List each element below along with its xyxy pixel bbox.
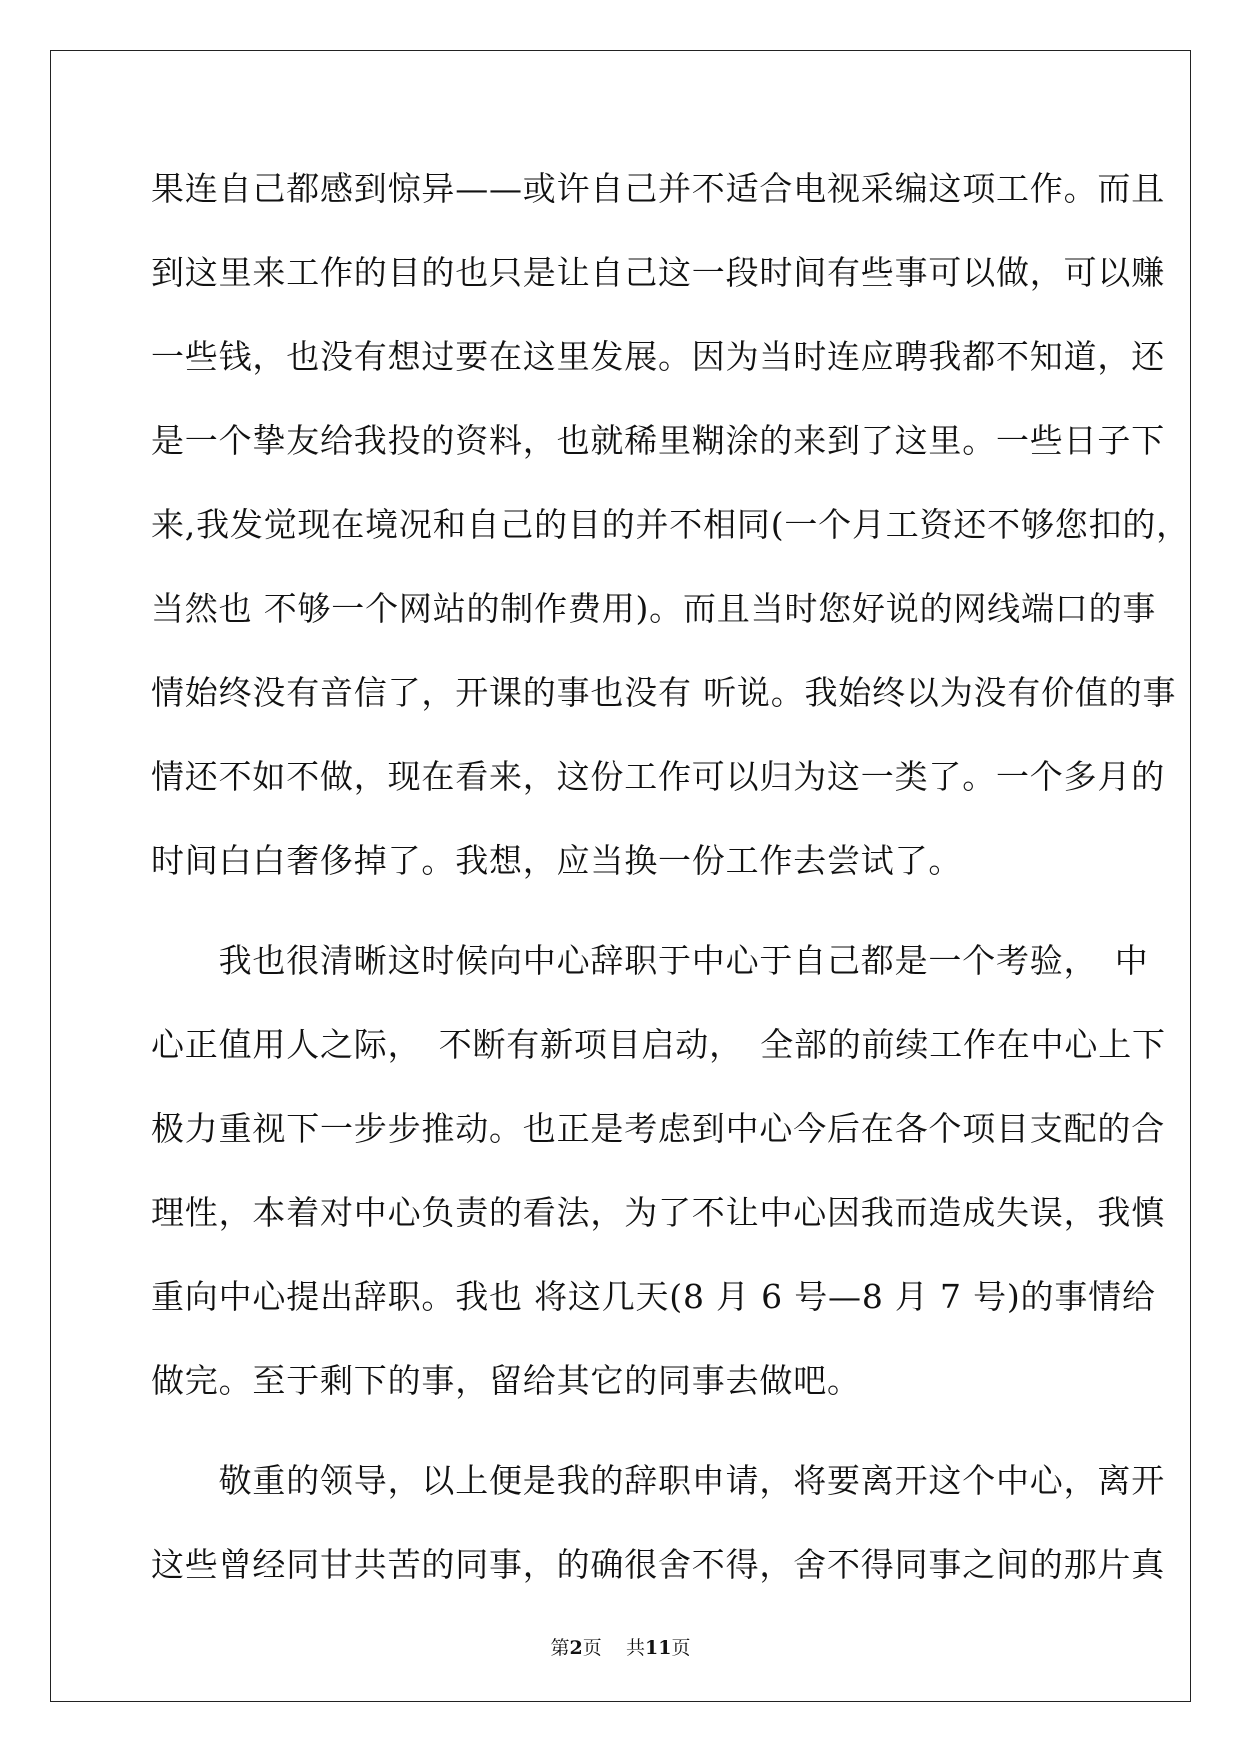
- text-line: 敬重的领导，以上便是我的辞职申请，将要离开这个中心，离开: [151, 1461, 1165, 1500]
- page-number: 2: [569, 1637, 583, 1659]
- text-line: 情始终没有音信了，开课的事也没有 听说。我始终以为没有价值的事: [151, 673, 1177, 712]
- text-line: 一些钱，也没有想过要在这里发展。因为当时连应聘我都不知道，还: [151, 337, 1165, 376]
- text-line: 心正值用人之际， 不断有新项目启动， 全部的前续工作在中心上下: [151, 1025, 1166, 1064]
- document-body: [151, 160, 1190, 1620]
- text-line: 理性，本着对中心负责的看法，为了不让中心因我而造成失误，我慎: [151, 1193, 1165, 1232]
- text-line: 是一个挚友给我投的资料，也就稀里糊涂的来到了这里。一些日子下: [151, 421, 1165, 460]
- text-line: 情还不如不做，现在看来，这份工作可以归为这一类了。一个多月的: [151, 757, 1165, 796]
- text-line: 重向中心提出辞职。我也 将这几天(8 月 6 号—8 月 7 号)的事情给: [151, 1277, 1156, 1316]
- text-line: 来,我发觉现在境况和自己的目的并不相同(一个月工资还不够您扣的，: [151, 505, 1190, 544]
- text-line: 我也很清晰这时候向中心辞职于中心于自己都是一个考验， 中: [151, 941, 1149, 980]
- text-line: 到这里来工作的目的也只是让自己这一段时间有些事可以做，可以赚: [151, 253, 1165, 292]
- page-prefix: 第: [550, 1637, 570, 1659]
- text-line: 极力重视下一步步推动。也正是考虑到中心今后在各个项目支配的合: [151, 1109, 1165, 1148]
- text-line: 做完。至于剩下的事，留给其它的同事去做吧。: [151, 1361, 861, 1400]
- text-line: 果连自己都感到惊异——或许自己并不适合电视采编这项工作。而且: [151, 169, 1165, 208]
- text-line: 当然也 不够一个网站的制作费用)。而且当时您好说的网线端口的事: [151, 589, 1157, 628]
- text-line: 时间白白奢侈掉了。我想，应当换一份工作去尝试了。: [151, 841, 963, 880]
- total-pages: 11: [644, 1637, 672, 1659]
- total-prefix: 共: [625, 1637, 645, 1659]
- page-footer: [0, 1637, 1241, 1659]
- text-line: 这些曾经同甘共苦的同事，的确很舍不得，舍不得同事之间的那片真: [151, 1545, 1165, 1584]
- page-suffix: 页: [582, 1637, 602, 1659]
- total-suffix: 页: [671, 1637, 691, 1659]
